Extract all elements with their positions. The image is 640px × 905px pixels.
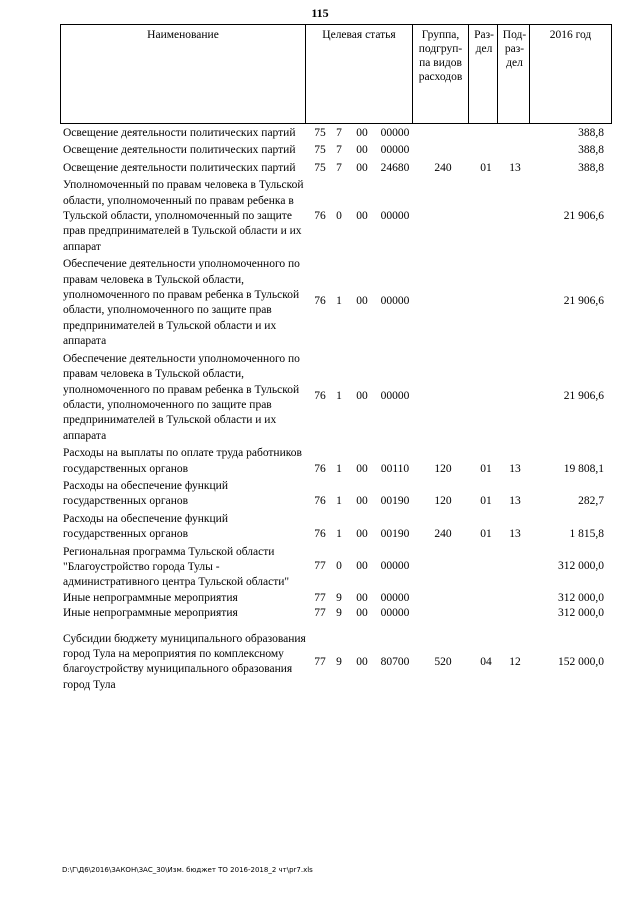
cell-target-4: 00110 xyxy=(380,462,410,475)
cell-amount: 282,7 xyxy=(578,495,604,508)
table-row xyxy=(60,126,612,141)
cell-target-4: 00000 xyxy=(380,127,410,139)
cell-amount: 312 000,0 xyxy=(558,607,604,620)
header-podrazdel: Под-раз-дел xyxy=(497,24,530,124)
cell-target-2: 1 xyxy=(336,389,342,402)
cell-target-3: 00 xyxy=(356,462,368,475)
cell-target-2: 0 xyxy=(336,560,342,573)
table-row xyxy=(60,178,612,255)
cell-target-2: 7 xyxy=(336,161,342,174)
cell-target-3: 00 xyxy=(356,389,368,402)
cell-target-3: 00 xyxy=(356,495,368,508)
cell-target-1: 75 xyxy=(314,161,326,174)
row-name: Расходы на обеспечение функций государственных органов xyxy=(63,512,228,541)
table-row xyxy=(60,257,612,349)
cell-podrazdel: 13 xyxy=(509,462,521,475)
cell-amount: 152 000,0 xyxy=(558,655,604,668)
cell-target-4: 00000 xyxy=(380,209,410,222)
cell-podrazdel: 13 xyxy=(509,495,521,508)
cell-target-4: 00000 xyxy=(380,607,410,620)
cell-target-2: 9 xyxy=(336,607,342,620)
row-name: Региональная программа Тульской области "Благоустройство города Тулы - административного центра Тульской области" xyxy=(63,545,290,589)
cell-target-3: 00 xyxy=(356,144,368,157)
table-row xyxy=(60,545,612,591)
table-row xyxy=(60,161,612,176)
row-name: Обеспечение деятельности уполномоченного по правам человека в Тульской области, уполномоченного по правам ребенка в Тульской области, уполномоченного по защите прав предпринимателей в Тульской области и их аппарата xyxy=(63,352,300,442)
cell-target-4: 00190 xyxy=(380,495,410,508)
header-razdel: Раз-дел xyxy=(468,24,498,124)
cell-target-4: 00000 xyxy=(380,295,410,308)
row-name: Расходы на обеспечение функций государственных органов xyxy=(63,479,228,508)
cell-target-3: 00 xyxy=(356,528,368,541)
table-row xyxy=(60,352,612,444)
cell-target-3: 00 xyxy=(356,607,368,620)
cell-target-4: 24680 xyxy=(380,161,410,174)
cell-target-2: 9 xyxy=(336,655,342,668)
cell-group: 120 xyxy=(434,495,452,508)
cell-target-4: 00000 xyxy=(380,591,410,604)
cell-target-3: 00 xyxy=(356,295,368,308)
cell-target-1: 76 xyxy=(314,295,326,308)
cell-target-1: 76 xyxy=(314,462,326,475)
row-name: Освещение деятельности политических партий xyxy=(63,144,296,157)
cell-razdel: 01 xyxy=(480,495,492,508)
cell-amount: 1 815,8 xyxy=(569,528,604,541)
table-body xyxy=(60,126,612,693)
cell-amount: 21 906,6 xyxy=(563,295,604,308)
cell-amount: 312 000,0 xyxy=(558,591,604,604)
row-name: Освещение деятельности политических партий xyxy=(63,127,296,139)
cell-target-3: 00 xyxy=(356,560,368,573)
cell-target-1: 77 xyxy=(314,607,326,620)
row-name: Иные непрограммные мероприятия xyxy=(63,591,238,604)
cell-target-3: 00 xyxy=(356,161,368,174)
cell-razdel: 01 xyxy=(480,528,492,541)
header-group: Группа, подгруп-па видов расходов xyxy=(412,24,469,124)
cell-target-3: 00 xyxy=(356,655,368,668)
header-year: 2016 год xyxy=(529,24,612,124)
cell-target-1: 76 xyxy=(314,389,326,402)
cell-target-4: 80700 xyxy=(380,655,410,668)
row-name: Обеспечение деятельности уполномоченного по правам человека в Тульской области, уполномоченного по правам ребенка в Тульской области, уполномоченного по защите прав предпринимателей в Тульской области и их аппарата xyxy=(63,258,300,348)
cell-amount: 388,8 xyxy=(578,127,604,139)
cell-target-3: 00 xyxy=(356,127,368,139)
cell-razdel: 01 xyxy=(480,462,492,475)
header-name: Наименование xyxy=(60,24,306,124)
table-row xyxy=(60,632,612,694)
cell-target-2: 1 xyxy=(336,462,342,475)
cell-group: 520 xyxy=(434,655,452,668)
cell-group: 240 xyxy=(434,161,452,174)
cell-target-1: 77 xyxy=(314,591,326,604)
table-row xyxy=(60,606,612,621)
cell-amount: 312 000,0 xyxy=(558,560,604,573)
cell-podrazdel: 13 xyxy=(509,161,521,174)
cell-amount: 19 808,1 xyxy=(563,462,604,475)
row-name: Освещение деятельности политических партий xyxy=(63,161,296,174)
table-row xyxy=(60,446,612,477)
cell-target-2: 9 xyxy=(336,591,342,604)
cell-target-1: 76 xyxy=(314,209,326,222)
cell-amount: 21 906,6 xyxy=(563,389,604,402)
cell-target-4: 00000 xyxy=(380,389,410,402)
cell-group: 120 xyxy=(434,462,452,475)
cell-target-4: 00000 xyxy=(380,560,410,573)
table-row xyxy=(60,143,612,158)
cell-podrazdel: 13 xyxy=(509,528,521,541)
cell-amount: 21 906,6 xyxy=(563,209,604,222)
cell-target-4: 00190 xyxy=(380,528,410,541)
cell-target-1: 77 xyxy=(314,655,326,668)
cell-target-1: 77 xyxy=(314,560,326,573)
file-path-footer: D:\Г\Д6\2016\ЗАКОН\ЗАС_30\Изм. бюджет ТО 2016-2018_2 чт\pr7.xls xyxy=(62,866,313,874)
row-name: Расходы на выплаты по оплате труда работников государственных органов xyxy=(63,447,302,475)
cell-target-2: 1 xyxy=(336,495,342,508)
cell-target-1: 75 xyxy=(314,127,326,139)
row-name: Субсидии бюджету муниципального образования город Тула на мероприятия по комплексному благоустройству муниципального образования город Тула xyxy=(63,632,306,691)
cell-target-3: 00 xyxy=(356,209,368,222)
cell-amount: 388,8 xyxy=(578,144,604,157)
row-name: Уполномоченный по правам человека в Тульской области, уполномоченный по правам ребенка в Тульской области, уполномоченный по защите прав предпринимателей в Тульской области и их аппарат xyxy=(63,179,304,253)
cell-target-1: 76 xyxy=(314,495,326,508)
cell-amount: 388,8 xyxy=(578,161,604,174)
cell-target-4: 00000 xyxy=(380,144,410,157)
cell-target-2: 0 xyxy=(336,209,342,222)
cell-podrazdel: 12 xyxy=(509,655,521,668)
cell-target-3: 00 xyxy=(356,591,368,604)
header-target: Целевая статья xyxy=(305,24,413,124)
cell-razdel: 01 xyxy=(480,161,492,174)
cell-target-2: 1 xyxy=(336,528,342,541)
cell-target-1: 76 xyxy=(314,528,326,541)
row-name: Иные непрограммные мероприятия xyxy=(63,607,238,620)
page-number: 115 xyxy=(311,6,329,20)
cell-group: 240 xyxy=(434,528,452,541)
table-row xyxy=(60,591,612,606)
cell-target-2: 1 xyxy=(336,295,342,308)
cell-razdel: 04 xyxy=(480,655,492,668)
table-row xyxy=(60,512,612,543)
table-row xyxy=(60,479,612,510)
cell-target-1: 75 xyxy=(314,144,326,157)
cell-target-2: 7 xyxy=(336,144,342,157)
cell-target-2: 7 xyxy=(336,127,342,139)
